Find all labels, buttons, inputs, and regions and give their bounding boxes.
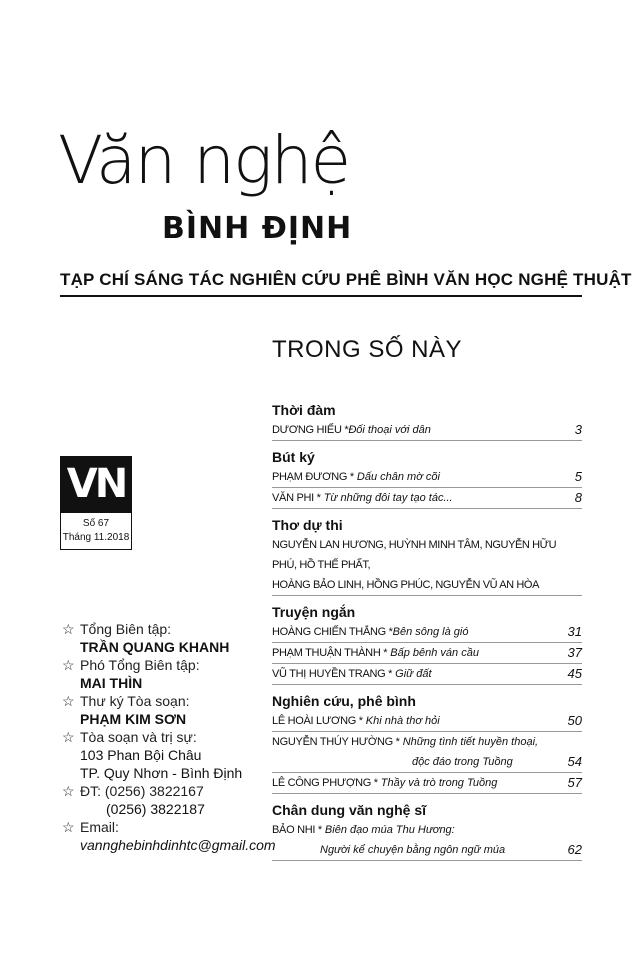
- section-chan-dung: [272, 800, 582, 861]
- issue-number: Số 67: [82, 518, 110, 529]
- email-address[interactable]: vannghebinhdinhtc@gmail.com: [80, 837, 276, 853]
- toc-heading: TRONG SỐ NÀY: [272, 336, 463, 363]
- entry-work-continued: Người kể chuyện bằng ngôn ngữ múa: [320, 844, 506, 856]
- deputy-name: MAI THÌN: [80, 675, 143, 691]
- entry-work: Bên sông là gió: [392, 626, 469, 638]
- section-but-ky: [272, 447, 582, 509]
- star-icon: ☆: [62, 783, 75, 799]
- entry-author: VŨ THỊ HUYỀN TRANG *: [272, 668, 393, 680]
- vn-logo: VN: [60, 456, 132, 512]
- entry-page: 5: [574, 469, 582, 484]
- table-of-contents: [272, 400, 582, 867]
- tagline-divider: [60, 295, 582, 297]
- entry-page: 45: [567, 666, 582, 681]
- entry-page: 37: [567, 645, 582, 660]
- magazine-title: Văn nghệ: [58, 122, 350, 199]
- entry-work: Thầy và trò trong Tuồng: [377, 777, 498, 789]
- office-label: Tòa soạn và trị sự:: [80, 729, 197, 745]
- entry-work: Dấu chân mờ cõi: [353, 471, 440, 483]
- entry-work: Những tình tiết huyền thoại,: [399, 736, 539, 748]
- toc-entry[interactable]: [272, 420, 582, 441]
- entry-work: Bấp bênh ván cầu: [387, 647, 479, 659]
- email-label: Email:: [80, 819, 119, 835]
- phone-1: ĐT: (0256) 3822167: [80, 783, 204, 799]
- section-title: Thơ dự thi: [272, 517, 343, 533]
- section-title: Truyện ngắn: [272, 604, 356, 620]
- address-line-1: 103 Phan Bội Châu: [80, 747, 202, 763]
- phone-2: (0256) 3822187: [106, 801, 205, 817]
- entry-author: DƯƠNG HIẾU *: [272, 424, 349, 436]
- entry-work: Khi nhà thơ hỏi: [362, 715, 440, 727]
- secretary-name: PHẠM KIM SƠN: [80, 711, 187, 727]
- toc-entry[interactable]: [272, 643, 582, 664]
- entry-author: PHẠM ĐƯƠNG *: [272, 471, 354, 483]
- section-nghien-cuu: [272, 691, 582, 794]
- entry-author: LÊ HOÀI LƯƠNG *: [272, 715, 363, 727]
- poets-list[interactable]: [272, 535, 582, 596]
- issue-date: Tháng 11.2018: [62, 532, 130, 543]
- entry-work-continued: độc đáo trong Tuồng: [412, 756, 513, 768]
- poets-line-2: HOÀNG BẢO LINH, HỒNG PHÚC, NGUYỄN VŨ AN HÒA: [272, 579, 540, 591]
- toc-entry[interactable]: [272, 467, 582, 488]
- section-truyen-ngan: [272, 602, 582, 685]
- star-icon: ☆: [62, 621, 75, 637]
- entry-page: 54: [567, 754, 582, 769]
- issue-info: [60, 512, 132, 550]
- secretary-label: Thư ký Tòa soạn:: [80, 693, 190, 709]
- entry-work: Giữ đất: [392, 668, 432, 680]
- entry-author: HOÀNG CHIẾN THẮNG *: [272, 626, 393, 638]
- entry-author: NGUYỄN THÚY HƯỜNG *: [272, 736, 400, 748]
- section-tho-du-thi: [272, 515, 582, 596]
- toc-entry[interactable]: [272, 711, 582, 732]
- toc-entry[interactable]: [272, 773, 582, 794]
- entry-work: Đối thoại với dân: [348, 424, 431, 436]
- entry-author: VĂN PHI *: [272, 492, 321, 504]
- toc-entry[interactable]: [272, 732, 582, 773]
- entry-work: Từ những đôi tay tạo tác...: [320, 492, 453, 504]
- star-icon: ☆: [62, 693, 75, 709]
- entry-work: Biên đạo múa Thu Hương:: [321, 824, 455, 836]
- address-line-2: TP. Quy Nhơn - Bình Định: [80, 765, 243, 781]
- magazine-tagline: TẠP CHÍ SÁNG TÁC NGHIÊN CỨU PHÊ BÌNH VĂN HỌC NGHỆ THUẬT: [60, 270, 632, 289]
- toc-entry[interactable]: [272, 488, 582, 509]
- star-icon: ☆: [62, 729, 75, 745]
- star-icon: ☆: [62, 819, 75, 835]
- entry-author: BẢO NHI *: [272, 824, 322, 836]
- section-title: Nghiên cứu, phê bình: [272, 693, 416, 709]
- poets-line-1: NGUYỄN LAN HƯƠNG, HUỲNH MINH TÂM, NGUYỄN HỮU PHÚ, HỒ THẾ PHẤT,: [272, 539, 557, 571]
- entry-author: LÊ CÔNG PHƯỢNG *: [272, 777, 378, 789]
- section-title: Bút ký: [272, 449, 315, 465]
- section-title: Thời đàm: [272, 402, 336, 418]
- entry-author: PHẠM THUẬN THÀNH *: [272, 647, 388, 659]
- entry-page: 8: [574, 490, 582, 505]
- toc-entry[interactable]: [272, 820, 582, 861]
- entry-page: 31: [567, 624, 582, 639]
- magazine-subtitle: BÌNH ĐỊNH: [162, 211, 353, 246]
- section-thoi-dam: [272, 400, 582, 441]
- entry-page: 3: [574, 422, 582, 437]
- staff-credits: [62, 620, 276, 854]
- editor-label: Tổng Biên tập:: [80, 621, 172, 637]
- toc-entry[interactable]: [272, 664, 582, 685]
- entry-page: 50: [567, 713, 582, 728]
- entry-page: 57: [567, 775, 582, 790]
- toc-entry[interactable]: [272, 622, 582, 643]
- section-title: Chân dung văn nghệ sĩ: [272, 802, 427, 818]
- star-icon: ☆: [62, 657, 75, 673]
- entry-page: 62: [567, 842, 582, 857]
- deputy-label: Phó Tổng Biên tập:: [80, 657, 200, 673]
- editor-name: TRẦN QUANG KHANH: [80, 639, 230, 655]
